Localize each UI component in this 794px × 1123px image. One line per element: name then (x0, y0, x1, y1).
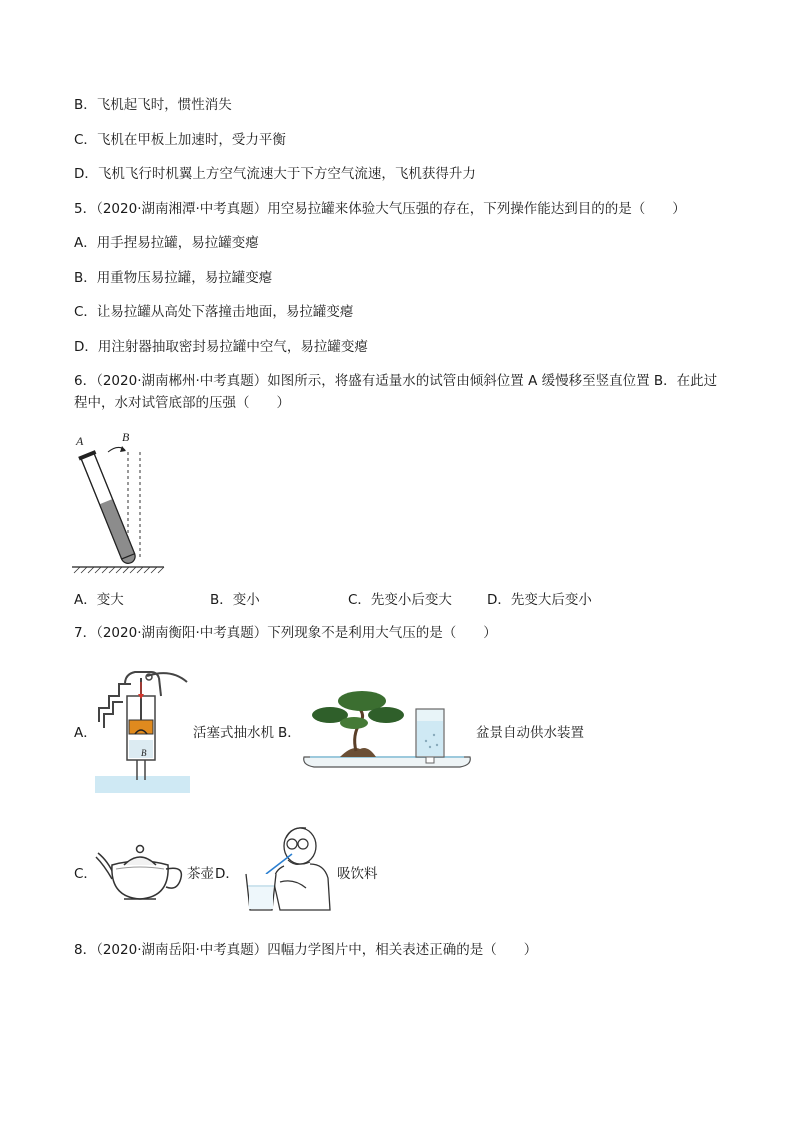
q6-option-a: A．变大 (74, 592, 124, 608)
q5-option-d: D．用注射器抽取密封易拉罐中空气，易拉罐变瘪 (74, 339, 368, 355)
q6-stem-line1: 6．（2020·湖南郴州·中考真题）如图所示，将盛有适量水的试管由倾斜位置 A 缓慢移至竖直位置 B．在此过 (74, 373, 718, 389)
tilted-test-tube (78, 450, 139, 566)
q7-option-c-text: 茶壶 (187, 866, 214, 882)
teapot-figure (94, 835, 186, 905)
q7-option-b-letter: B． (278, 725, 301, 741)
figure-label-a: A (76, 434, 84, 448)
q8-stem: 8．（2020·湖南岳阳·中考真题）四幅力学图片中，相关表述正确的是（ ） (74, 942, 538, 958)
q7-option-b-text: 盆景自动供水装置 (476, 725, 584, 741)
q4-option-c: C．飞机在甲板上加速时，受力平衡 (74, 132, 286, 148)
figure-label-b: B (122, 430, 130, 444)
bonsai-water-supply-figure (300, 685, 475, 777)
q7-option-a-letter: A． (74, 725, 97, 741)
q5-option-a: A．用手捏易拉罐，易拉罐变瘪 (74, 235, 259, 251)
q5-option-b: B．用重物压易拉罐，易拉罐变瘪 (74, 270, 273, 286)
drinking-straw-figure (240, 822, 332, 914)
q6-option-c: C．先变小后变大 (348, 592, 452, 608)
q4-option-b: B．飞机起飞时，惯性消失 (74, 97, 232, 113)
q7-option-a-text: 活塞式抽水机 (193, 725, 274, 741)
ground-hatching (74, 567, 164, 573)
q5-option-c: C．让易拉罐从高处下落撞击地面，易拉罐变瘪 (74, 304, 354, 320)
q6-option-d: D．先变大后变小 (487, 592, 592, 608)
q4-option-d: D．飞机飞行时机翼上方空气流速大于下方空气流速，飞机获得升力 (74, 166, 476, 182)
q7-option-d-text: 吸饮料 (337, 866, 378, 882)
q7-stem: 7．（2020·湖南衡阳·中考真题）下列现象不是利用大气压的是（ ） (74, 625, 497, 641)
q6-option-b: B．变小 (210, 592, 260, 608)
piston-pump-figure (95, 668, 190, 793)
test-tube-figure (68, 428, 168, 576)
q5-stem: 5．（2020·湖南湘潭·中考真题）用空易拉罐来体验大气压强的存在，下列操作能达到目的的是（ ） (74, 201, 686, 217)
q7-option-c-letter: C． (74, 866, 97, 882)
q6-stem-line2: 程中，水对试管底部的压强（ ） (74, 395, 290, 411)
q7-option-d-letter: D． (215, 866, 239, 882)
pump-label-b: B (141, 748, 147, 758)
